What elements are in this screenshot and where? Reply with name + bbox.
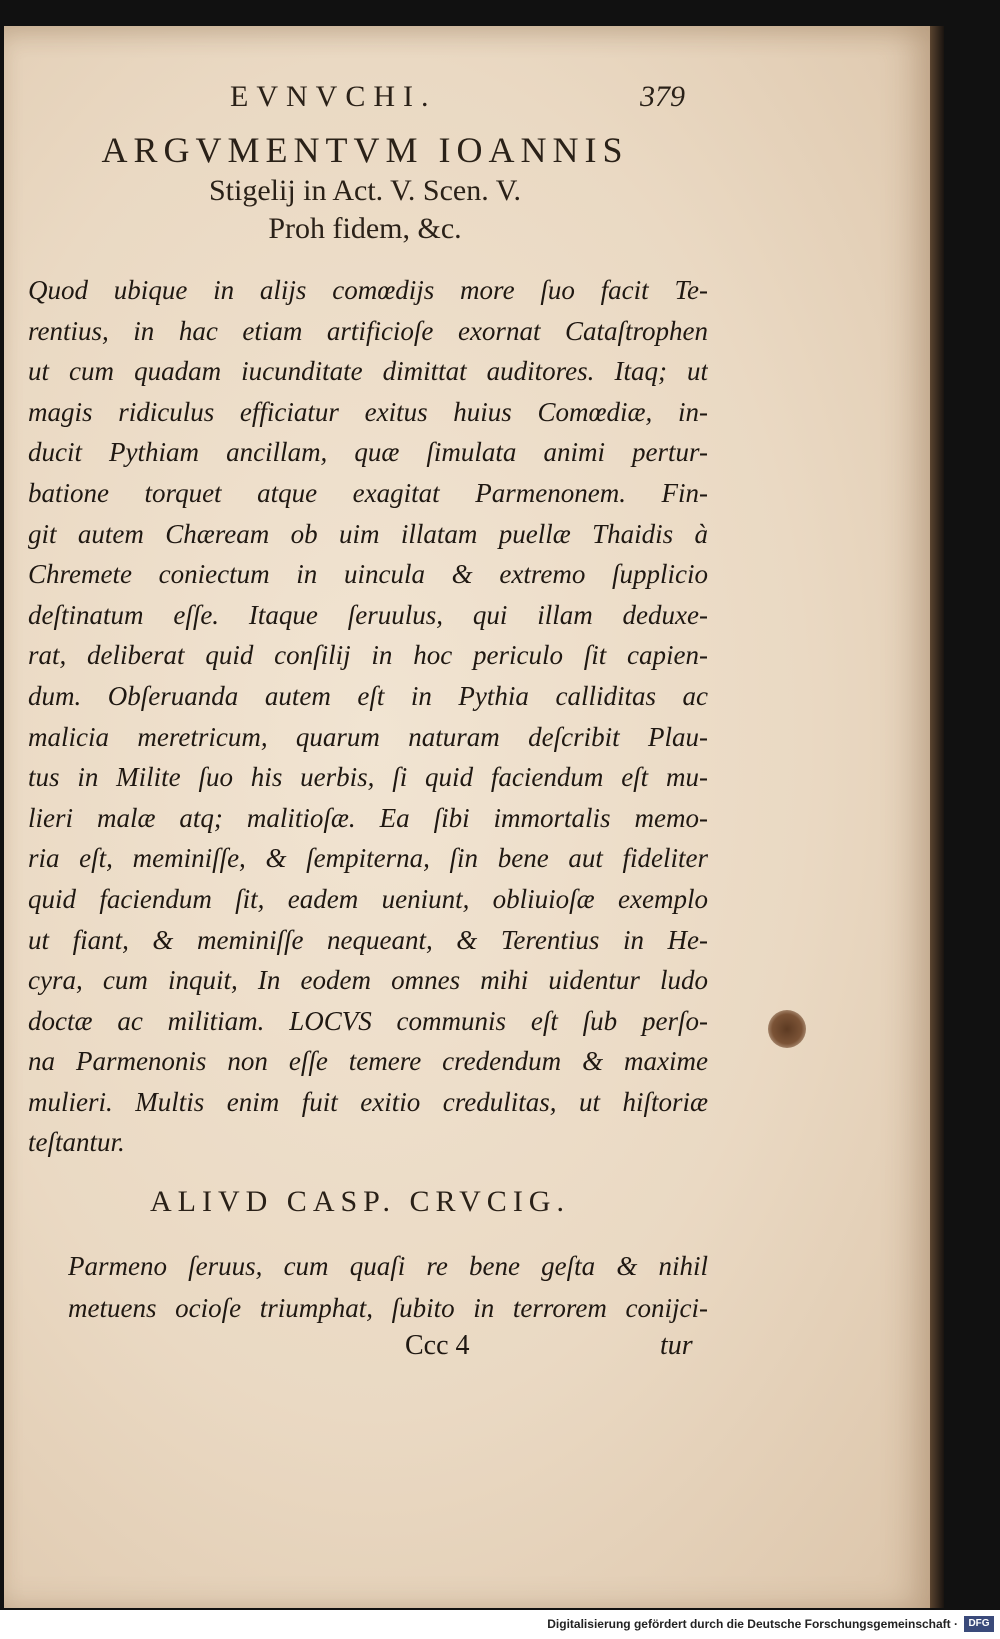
title-line-1: ARGVMENTVM IOANNIS — [101, 130, 629, 170]
page-number: 379 — [640, 80, 685, 113]
text-line: na Parmenonis non eſſe temere credendum & maxime — [28, 1046, 708, 1077]
text-line: rentius, in hac etiam artificioſe exornat Cataſtrophen — [28, 315, 708, 346]
argument-text — [28, 270, 708, 1163]
text-line: teſtantur. — [28, 1127, 125, 1158]
text-line: ducit Pythiam ancillam, quæ ſimulata animi pertur- — [28, 437, 708, 468]
second-argument-text — [68, 1245, 708, 1329]
text-line: quid faciendum ſit, eadem ueniunt, obliuioſæ exemplo — [28, 883, 708, 914]
text-line: malicia meretricum, quarum naturam deſcribit Plau- — [28, 721, 708, 752]
text-line: cyra, cum inquit, In eodem omnes mihi uidentur ludo — [28, 965, 708, 996]
running-head: EVNVCHI. — [230, 80, 437, 113]
page-edge — [930, 26, 944, 1608]
page-footer — [20, 1330, 710, 1370]
title-line-3: Proh fidem, &c. — [268, 212, 462, 245]
ink-stain — [768, 1010, 806, 1048]
text-line: Quod ubique in alijs comœdijs more ſuo facit Te- — [28, 275, 708, 305]
text-line: magis ridiculus efficiatur exitus huius Comœdiæ, in- — [28, 396, 708, 427]
text-line: dum. Obſeruanda autem eſt in Pythia calliditas ac — [28, 680, 708, 711]
text-line: mulieri. Multis enim fuit exitio credulitas, ut hiſtoriæ — [28, 1086, 708, 1117]
text-line: Parmeno ſeruus, cum quaſi re bene geſta & nihil — [68, 1251, 708, 1281]
text-line: metuens ocioſe triumphat, ſubito in terrorem conijci- — [68, 1293, 708, 1323]
text-line: ut cum quadam iucunditate dimittat auditores. Itaq; ut — [28, 356, 708, 387]
text-line: deſtinatum eſſe. Itaque ſeruulus, qui illam deduxe- — [28, 599, 708, 630]
signature-mark: Ccc 4 — [405, 1330, 470, 1361]
funding-bar — [0, 1610, 1000, 1639]
text-line: rat, deliberat quid conſilij in hoc periculo ſit capien- — [28, 640, 708, 671]
page-header — [20, 80, 700, 128]
dfg-logo: DFG — [964, 1616, 994, 1632]
text-line: lieri malæ atq; malitioſæ. Ea ſibi immortalis memo- — [28, 802, 708, 833]
text-line: batione torquet atque exagitat Parmenonem. Fin- — [28, 477, 708, 508]
text-line: git autem Chæream ob uim illatam puellæ Thaidis à — [28, 518, 708, 549]
text-line: doctæ ac militiam. LOCVS communis eſt ſub perſo- — [28, 1005, 708, 1036]
funding-text: Digitalisierung gefördert durch die Deutsche Forschungsgemeinschaft · — [547, 1617, 958, 1631]
title-line-2: Stigelij in Act. V. Scen. V. — [209, 174, 521, 207]
text-line: Chremete coniectum in uincula & extremo ſupplicio — [28, 559, 708, 590]
section-heading: ALIVD CASP. CRVCIG. — [150, 1185, 570, 1218]
text-line: ria eſt, meminiſſe, & ſempiterna, ſin bene aut fideliter — [28, 843, 708, 874]
argument-title — [20, 128, 710, 248]
text-line: ut fiant, & meminiſſe nequeant, & Terentius in He- — [28, 924, 708, 955]
catchword: tur — [660, 1330, 693, 1361]
text-line: tus in Milite ſuo his uerbis, ſi quid faciendum eſt mu- — [28, 762, 708, 793]
